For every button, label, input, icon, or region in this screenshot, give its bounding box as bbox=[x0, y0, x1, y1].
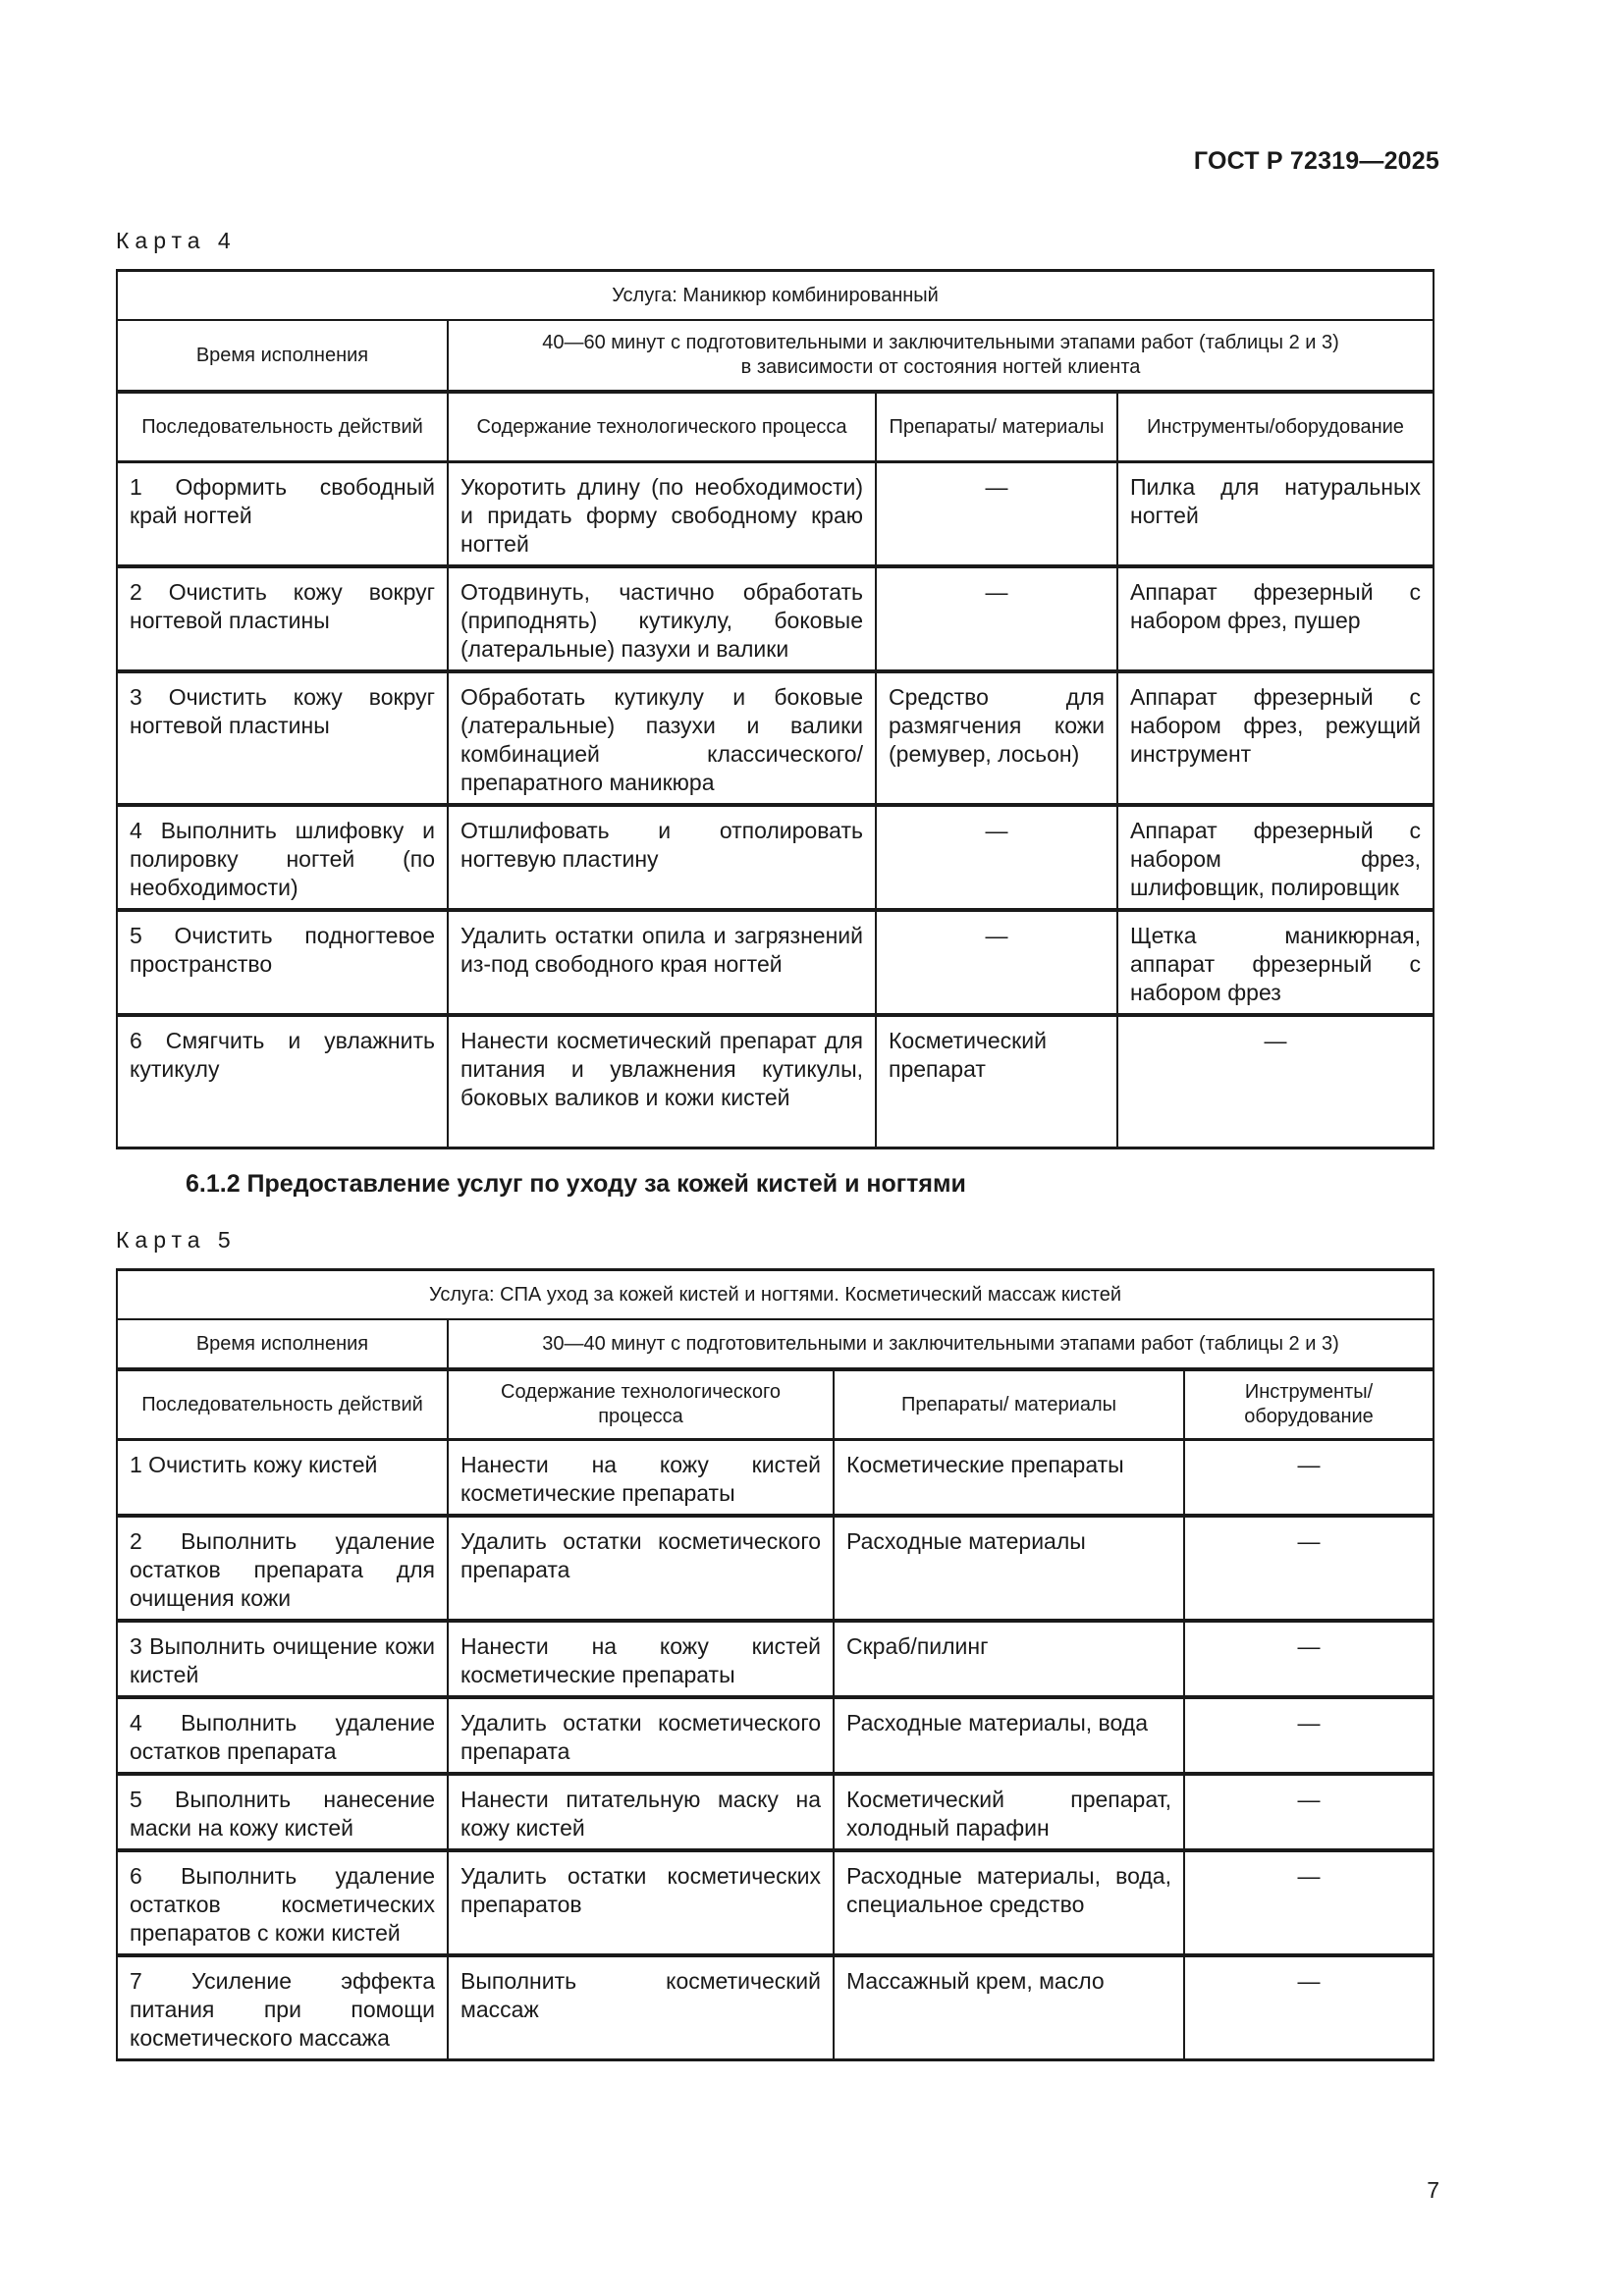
process-cell: Удалить остатки косметического препарата bbox=[448, 1516, 834, 1621]
column-header-tools: Инструменты/оборудование bbox=[1117, 392, 1434, 462]
time-value-line-1: 40—60 минут с подготовительными и заключительными этапами работ (таблицы 2 и 3) bbox=[542, 332, 1339, 353]
table-row bbox=[117, 1850, 1434, 1955]
process-cell: Отшлифовать и отполировать ногтевую пластину bbox=[448, 805, 876, 910]
step-cell: 3 Выполнить очищение кожи кистей bbox=[117, 1621, 448, 1697]
step-cell: 4 Выполнить удаление остатков препарата bbox=[117, 1697, 448, 1774]
materials-cell: — bbox=[876, 566, 1117, 671]
process-cell: Удалить остатки опила и загрязнений из-под свободного края ногтей bbox=[448, 910, 876, 1015]
time-label: Время исполнения bbox=[117, 1319, 448, 1369]
process-cell: Выполнить косметический массаж bbox=[448, 1955, 834, 2060]
tools-cell: — bbox=[1184, 1850, 1434, 1955]
table-row bbox=[117, 1697, 1434, 1774]
tools-cell: — bbox=[1184, 1697, 1434, 1774]
process-cell: Нанести косметический препарат для питания и увлажнения кутикулы, боковых валиков и кожи кистей bbox=[448, 1015, 876, 1148]
table-row bbox=[117, 566, 1434, 671]
time-label: Время исполнения bbox=[117, 320, 448, 392]
table-row bbox=[117, 805, 1434, 910]
card-4-table bbox=[116, 269, 1435, 1149]
process-cell: Обработать кутикулу и боковые (латеральные) пазухи и валики комбинацией классического/препаратного маникюра bbox=[448, 671, 876, 805]
tools-cell: — bbox=[1184, 1516, 1434, 1621]
materials-cell: — bbox=[876, 910, 1117, 1015]
table-row bbox=[117, 462, 1434, 567]
column-header-process: Содержание технологического процесса bbox=[448, 392, 876, 462]
materials-cell: Расходные материалы bbox=[834, 1516, 1184, 1621]
materials-cell: Косметические препараты bbox=[834, 1440, 1184, 1517]
materials-cell: Скраб/пилинг bbox=[834, 1621, 1184, 1697]
time-value bbox=[448, 320, 1434, 392]
step-cell: 2 Очистить кожу вокруг ногтевой пластины bbox=[117, 566, 448, 671]
column-header-sequence: Последовательность действий bbox=[117, 392, 448, 462]
step-cell: 5 Очистить подногтевое пространство bbox=[117, 910, 448, 1015]
service-title: Услуга: СПА уход за кожей кистей и ногтями. Косметический массаж кистей bbox=[117, 1270, 1434, 1320]
document-id: ГОСТ Р 72319—2025 bbox=[1193, 147, 1439, 175]
materials-cell: Расходные материалы, вода bbox=[834, 1697, 1184, 1774]
step-cell: 4 Выполнить шлифовку и полировку ногтей (по необходимости) bbox=[117, 805, 448, 910]
table-row bbox=[117, 1621, 1434, 1697]
process-cell: Нанести на кожу кистей косметические препараты bbox=[448, 1621, 834, 1697]
service-title: Услуга: Маникюр комбинированный bbox=[117, 271, 1434, 321]
materials-cell: — bbox=[876, 462, 1117, 567]
process-cell: Нанести питательную маску на кожу кистей bbox=[448, 1774, 834, 1850]
table-row bbox=[117, 1774, 1434, 1850]
process-cell: Удалить остатки косметического препарата bbox=[448, 1697, 834, 1774]
tools-cell: — bbox=[1117, 1015, 1434, 1148]
time-value: 30—40 минут с подготовительными и заключительными этапами работ (таблицы 2 и 3) bbox=[448, 1319, 1434, 1369]
column-header-materials: Препараты/ материалы bbox=[834, 1369, 1184, 1440]
table-row bbox=[117, 910, 1434, 1015]
table-row bbox=[117, 1015, 1434, 1148]
card-5-table bbox=[116, 1268, 1435, 2061]
materials-cell: Косметический препарат, холодный парафин bbox=[834, 1774, 1184, 1850]
materials-cell: Расходные материалы, вода, специальное средство bbox=[834, 1850, 1184, 1955]
materials-cell: Массажный крем, масло bbox=[834, 1955, 1184, 2060]
tools-cell: Аппарат фрезерный с набором фрез, пушер bbox=[1117, 566, 1434, 671]
column-header-tools: Инструменты/ оборудование bbox=[1184, 1369, 1434, 1440]
step-cell: 5 Выполнить нанесение маски на кожу кистей bbox=[117, 1774, 448, 1850]
column-header-process: Содержание технологического процесса bbox=[448, 1369, 834, 1440]
tools-cell: Пилка для натуральных ногтей bbox=[1117, 462, 1434, 567]
step-cell: 7 Усиление эффекта питания при помощи косметического массажа bbox=[117, 1955, 448, 2060]
card-4-label: Карта 4 bbox=[116, 228, 237, 253]
step-cell: 6 Смягчить и увлажнить кутикулу bbox=[117, 1015, 448, 1148]
table-row bbox=[117, 1440, 1434, 1517]
materials-cell: Средство для размягчения кожи (ремувер, лосьон) bbox=[876, 671, 1117, 805]
process-cell: Отодвинуть, частично обработать (приподнять) кутикулу, боковые (латеральные) пазухи и валики bbox=[448, 566, 876, 671]
table-row bbox=[117, 1516, 1434, 1621]
step-cell: 3 Очистить кожу вокруг ногтевой пластины bbox=[117, 671, 448, 805]
table-row bbox=[117, 671, 1434, 805]
step-cell: 1 Очистить кожу кистей bbox=[117, 1440, 448, 1517]
tools-cell: Аппарат фрезерный с набором фрез, шлифовщик, полировщик bbox=[1117, 805, 1434, 910]
time-value-line-2: в зависимости от состояния ногтей клиента bbox=[740, 356, 1141, 378]
card-5-label: Карта 5 bbox=[116, 1227, 237, 1253]
tools-cell: Щетка маникюрная, аппарат фрезерный с набором фрез bbox=[1117, 910, 1434, 1015]
tools-cell: — bbox=[1184, 1621, 1434, 1697]
materials-cell: Косметический препарат bbox=[876, 1015, 1117, 1148]
step-cell: 6 Выполнить удаление остатков косметических препаратов с кожи кистей bbox=[117, 1850, 448, 1955]
table-row bbox=[117, 1955, 1434, 2060]
process-cell: Удалить остатки косметических препаратов bbox=[448, 1850, 834, 1955]
step-cell: 2 Выполнить удаление остатков препарата для очищения кожи bbox=[117, 1516, 448, 1621]
materials-cell: — bbox=[876, 805, 1117, 910]
process-cell: Укоротить длину (по необходимости) и придать форму свободному краю ногтей bbox=[448, 462, 876, 567]
section-heading: 6.1.2 Предоставление услуг по уходу за кожей кистей и ногтями bbox=[186, 1170, 966, 1198]
page-number: 7 bbox=[1427, 2177, 1439, 2203]
tools-cell: — bbox=[1184, 1774, 1434, 1850]
tools-cell: Аппарат фрезерный с набором фрез, режущий инструмент bbox=[1117, 671, 1434, 805]
step-cell: 1 Оформить свободный край ногтей bbox=[117, 462, 448, 567]
tools-cell: — bbox=[1184, 1955, 1434, 2060]
tools-cell: — bbox=[1184, 1440, 1434, 1517]
process-cell: Нанести на кожу кистей косметические препараты bbox=[448, 1440, 834, 1517]
column-header-sequence: Последовательность действий bbox=[117, 1369, 448, 1440]
column-header-materials: Препараты/ материалы bbox=[876, 392, 1117, 462]
